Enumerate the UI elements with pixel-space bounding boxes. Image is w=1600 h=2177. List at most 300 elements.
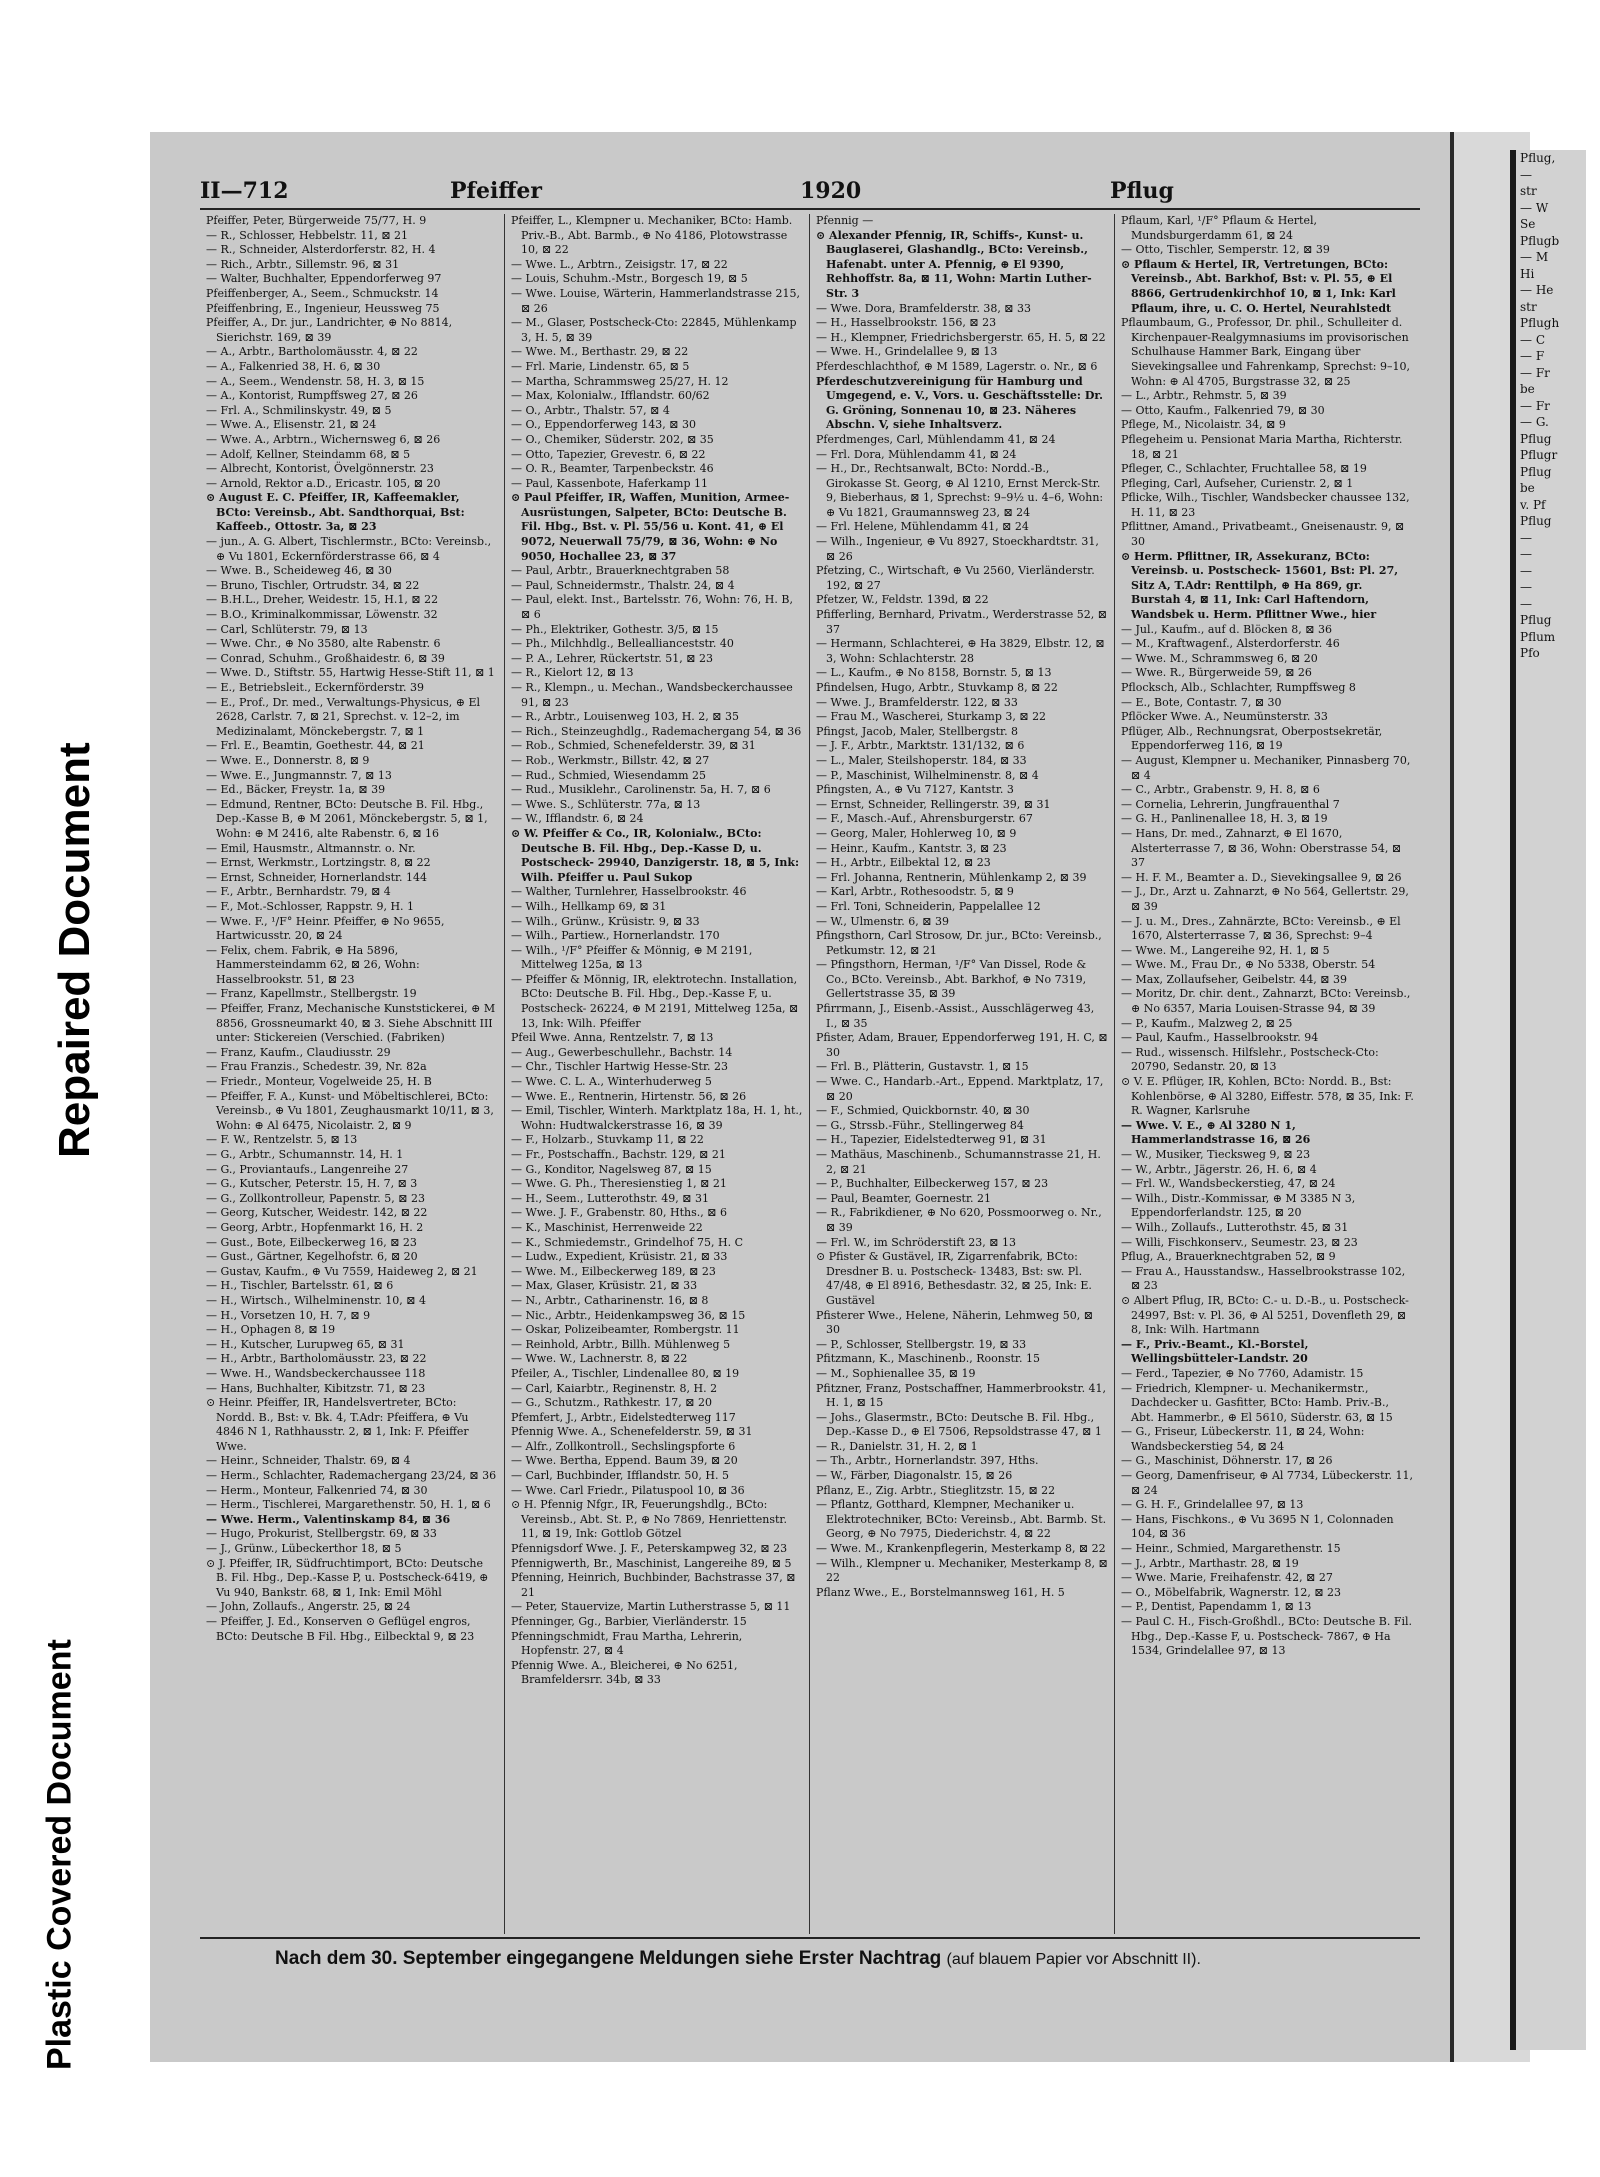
directory-entry: — Wwe. L., Arbtrn., Zeisigstr. 17, ⊠ 22 [511, 257, 728, 271]
directory-entry: — Wwe. E., Donnerstr. 8, ⊠ 9 [206, 753, 370, 767]
directory-entry: — Max, Zollaufseher, Geibelstr. 44, ⊠ 39 [1121, 972, 1348, 986]
directory-entry: — Hans, Dr. med., Zahnarzt, ⊕ El 1670, Alsterterrasse 7, ⊠ 36, Wohn: Oberstrasse 54, ⊠ 37 [1121, 826, 1402, 870]
directory-entry: — F., Schmied, Quickbornstr. 40, ⊠ 30 [816, 1104, 1030, 1118]
directory-entry: — P., Buchhalter, Eilbeckerweg 157, ⊠ 23 [816, 1177, 1049, 1191]
directory-entry: — Hans, Fischkons., ⊕ Vu 3695 N 1, Colonnaden 104, ⊠ 36 [1121, 1512, 1394, 1541]
directory-entry: Pfeil Wwe. Anna, Rentzelstr. 7, ⊠ 13 [511, 1031, 714, 1045]
directory-entry: Pfister, Adam, Brauer, Eppendorferweg 191, H. C, ⊠ 30 [816, 1031, 1108, 1059]
directory-entry: — G., Strssb.-Führ., Stellingerweg 84 [816, 1118, 1024, 1132]
left-keyword: Pfeiffer [450, 178, 543, 204]
adjacent-entry-fragment: — [1520, 563, 1532, 578]
adjacent-entry-fragment: be [1520, 481, 1535, 495]
directory-entry: Pflanz Wwe., E., Borstelmannsweg 161, H. 5 [816, 1585, 1065, 1599]
directory-entry: — Wwe. G. Ph., Theresienstieg 1, ⊠ 21 [511, 1177, 727, 1191]
directory-entry: — August, Klempner u. Mechaniker, Pinnasberg 70, ⊠ 4 [1121, 753, 1411, 782]
directory-entry: — Emil, Hausmstr., Altmannstr. o. Nr. [206, 841, 416, 855]
directory-entry: — R., Schneider, Alsterdorferstr. 82, H. 4 [206, 243, 436, 257]
directory-entry: Pfemfert, J., Arbtr., Eidelstedterweg 117 [511, 1410, 736, 1424]
directory-entry: — H., Wirtsch., Wilhelminenstr. 10, ⊠ 4 [206, 1293, 426, 1307]
directory-entry: — Carl, Buchbinder, Ifflandstr. 50, H. 5 [511, 1469, 729, 1483]
adjacent-entry-fragment: Se [1520, 217, 1536, 231]
directory-entry: — R., Klempn., u. Mechan., Wandsbeckerchaussee 91, ⊠ 23 [511, 681, 793, 709]
directory-entry: — M., Sophienallee 35, ⊠ 19 [816, 1366, 976, 1380]
directory-entry: — Bruno, Tischler, Ortrudstr. 34, ⊠ 22 [206, 578, 420, 592]
directory-entry: Pfingsten, A., ⊕ Vu 7127, Kantstr. 3 [816, 783, 1014, 797]
directory-entry: — Ludw., Expedient, Krüsistr. 21, ⊠ 33 [511, 1250, 728, 1264]
directory-entry: Pflaum, Karl, ¹/F° Pflaum & Hertel, Mundsburgerdamm 61, ⊠ 24 [1121, 214, 1317, 242]
directory-entry: — Rud., wissensch. Hilfslehr., Postscheck-Cto: 20790, Sedanstr. 20, ⊠ 13 [1121, 1045, 1379, 1074]
directory-entry: — Wwe. M., Berthastr. 29, ⊠ 22 [511, 345, 689, 359]
directory-entry: — P., Schlosser, Stellbergstr. 19, ⊠ 33 [816, 1337, 1027, 1351]
directory-entry: — Wwe. E., Rentnerin, Hirtenstr. 56, ⊠ 26 [511, 1089, 747, 1103]
directory-entry: Pfenning, Heinrich, Buchbinder, Bachstrasse 37, ⊠ 21 [511, 1571, 796, 1599]
directory-entry: — Ernst, Schneider, Rellingerstr. 39, ⊠ 31 [816, 797, 1051, 811]
directory-entry: — Willi, Fischkonserv., Seumestr. 23, ⊠ 23 [1121, 1235, 1358, 1249]
directory-entry: — Edmund, Rentner, BCto: Deutsche B. Fil. Hbg., Dep.-Kasse B, ⊕ M 2061, Mönckebergstr. 5, ⊠ 1, Wohn: ⊕ M 2416, alte Rabenstr. 6, ⊠ 16 [206, 797, 488, 840]
directory-entry: — John, Zollaufs., Angerstr. 25, ⊠ 24 [206, 1600, 411, 1614]
directory-entry: — Paul, elekt. Inst., Bartelsstr. 76, Wohn: 76, H. B, ⊠ 6 [511, 593, 793, 622]
directory-entry: — Frau Franzis., Schedestr. 39, Nr. 82a [206, 1060, 427, 1074]
adjacent-entry-fragment: Pflug, [1520, 151, 1556, 165]
directory-entry: — F. W., Rentzelstr. 5, ⊠ 13 [206, 1133, 358, 1147]
directory-entry: — Wwe. M., Frau Dr., ⊕ No 5338, Oberstr. 54 [1121, 958, 1376, 972]
directory-entry: — Frau M., Wascherei, Sturkamp 3, ⊠ 22 [816, 710, 1047, 724]
directory-entry: — Franz, Kaufm., Claudiusstr. 29 [206, 1045, 391, 1059]
adjacent-entry-fragment: Pflum [1520, 629, 1556, 644]
directory-entry: — Frl. W., Wandsbeckerstieg, 47, ⊠ 24 [1121, 1177, 1336, 1191]
directory-entry: Pflicke, Wilh., Tischler, Wandsbecker chaussee 132, H. 11, ⊠ 23 [1121, 491, 1410, 519]
directory-entry: — Louis, Schuhm.-Mstr., Borgesch 19, ⊠ 5 [511, 272, 748, 286]
directory-entry: — H., Ophagen 8, ⊠ 19 [206, 1323, 336, 1337]
directory-entry: — Paul, Kassenbote, Haferkamp 11 [511, 476, 708, 490]
directory-entry: — Wwe. D., Stiftstr. 55, Hartwig Hesse-Stift 11, ⊠ 1 [206, 666, 495, 680]
directory-entry: — Reinhold, Arbtr., Billh. Mühlenweg 5 [511, 1337, 731, 1351]
directory-entry: ⊙ August E. C. Pfeiffer, IR, Kaffeemakler, BCto: Vereinsb., Abt. Sandthorquai, Bst: Kaffeeb., Ottostr. 3a, ⊠ 23 [206, 491, 465, 534]
directory-entry: — E., Betriebsleit., Eckernförderstr. 39 [206, 681, 425, 694]
directory-entry: ⊙ Pflaum & Hertel, IR, Vertretungen, BCto: Vereinsb., Abt. Barkhof, Bst: v. Pl. 55, ⊕ El 8866, Gertrudenkirchhof 10, ⊠ 1, Ink: Karl Pflaum, ihre, u. C. O. Hertel, Neurahlstedt [1121, 257, 1396, 315]
directory-entry: — G., Maschinist, Döhnerstr. 17, ⊠ 26 [1121, 1454, 1333, 1468]
directory-entry: — Georg, Damenfriseur, ⊕ Al 7734, Lübeckerstr. 11, ⊠ 24 [1121, 1469, 1414, 1497]
directory-entry: — Wwe. Marie, Freihafenstr. 42, ⊠ 27 [1121, 1571, 1333, 1585]
directory-entry: — Wwe. J., Bramfelderstr. 122, ⊠ 33 [816, 695, 1018, 709]
adjacent-entry-fragment: — W [1520, 200, 1549, 215]
directory-entry: — Wilh., Ingenieur, ⊕ Vu 8927, Stoeckhardtstr. 31, ⊠ 26 [816, 535, 1099, 563]
directory-entry: Pflöcker Wwe. A., Neumünsterstr. 33 [1121, 710, 1328, 724]
directory-entry: — Gust., Gärtner, Kegelhofstr. 6, ⊠ 20 [206, 1250, 418, 1264]
directory-entry: — Martha, Schrammsweg 25/27, H. 12 [511, 374, 729, 388]
directory-entry: — Emil, Tischler, Winterh. Marktplatz 18a, H. 1, ht., Wohn: Hudtwalckerstrasse 16, ⊠ 39 [511, 1104, 803, 1132]
directory-entry: — G., Konditor, Nagelsweg 87, ⊠ 15 [511, 1162, 712, 1176]
directory-entry: — H., Arbtr., Bartholomäusstr. 23, ⊠ 22 [206, 1352, 427, 1366]
directory-entry: — Wilh., Grünw., Krüsistr. 9, ⊠ 33 [511, 914, 700, 928]
directory-entry: — F., Masch.-Auf., Ahrensburgerstr. 67 [816, 812, 1033, 826]
directory-entry: — G., Arbtr., Schumannstr. 14, H. 1 [206, 1148, 404, 1161]
directory-entry: — Frl. E., Beamtin, Goethestr. 44, ⊠ 21 [206, 739, 425, 753]
directory-entry: — Moritz, Dr. chir. dent., Zahnarzt, BCto: Vereinsb., ⊕ No 6357, Maria Louisen-Strasse 94, ⊠ 39 [1121, 987, 1411, 1016]
directory-entry: — P. A., Lehrer, Rückertstr. 51, ⊠ 23 [511, 651, 713, 665]
directory-entry: Pfeiler, A., Tischler, Lindenallee 80, ⊠ 19 [511, 1366, 740, 1380]
header-rule [200, 208, 1420, 210]
plastic-covered-document-label: Plastic Covered Document [40, 1639, 79, 2071]
directory-entry: Pferdmenges, Carl, Mühlendamm 41, ⊠ 24 [816, 432, 1056, 446]
directory-entry: — Wwe. S., Schlüterstr. 77a, ⊠ 13 [511, 797, 701, 811]
directory-entry: Pfleger, C., Schlachter, Fruchtallee 58, ⊠ 19 [1121, 462, 1367, 476]
directory-entry: — O., Möbelfabrik, Wagnerstr. 12, ⊠ 23 [1121, 1585, 1342, 1599]
directory-entry: — Wwe. J. F., Grabenstr. 80, Hths., ⊠ 6 [511, 1206, 727, 1220]
directory-entry: — Paul, Schneidermstr., Thalstr. 24, ⊠ 4 [511, 578, 735, 592]
directory-entry: — Frl. A., Schmilinskystr. 49, ⊠ 5 [206, 403, 392, 417]
adjacent-entry-fragment: Pflug [1520, 431, 1552, 446]
directory-entry: — Felix, chem. Fabrik, ⊕ Ha 5896, Hammersteindamm 62, ⊠ 26, Wohn: Hasselbrookstr. 51, ⊠ 23 [206, 943, 420, 986]
directory-entry: — Karl, Arbtr., Rothesoodstr. 5, ⊠ 9 [816, 885, 1014, 899]
directory-entry: — Otto, Tapezier, Grevestr. 6, ⊠ 22 [511, 447, 706, 461]
adjacent-entry-fragment: v. Pf [1520, 497, 1546, 512]
directory-entry: — Mathäus, Maschinenb., Schumannstrasse 21, H. 2, ⊠ 21 [816, 1148, 1101, 1176]
directory-entry: — O., Eppendorferweg 143, ⊠ 30 [511, 418, 696, 432]
directory-columns [200, 214, 1420, 1934]
adjacent-entry-fragment: — M [1520, 250, 1549, 264]
directory-entry: — B.O., Kriminalkommissar, Löwenstr. 32 [206, 608, 438, 622]
directory-entry: Pflegeheim u. Pensionat Maria Martha, Richterstr. 18, ⊠ 21 [1121, 432, 1403, 461]
directory-entry: — Frl. B., Plätterin, Gustavstr. 1, ⊠ 15 [816, 1060, 1029, 1074]
directory-entry: — R., Kielort 12, ⊠ 13 [511, 666, 634, 680]
footer-main: Nach dem 30. September eingegangene Meldungen siehe Erster Nachtrag [275, 1948, 942, 1969]
directory-entry: — W., Musiker, Tiecksweg 9, ⊠ 23 [1121, 1148, 1311, 1161]
directory-entry: — Wwe. M., Krankenpflegerin, Mesterkamp 8, ⊠ 22 [816, 1542, 1106, 1556]
adjacent-entry-fragment: Pflug [1520, 613, 1552, 627]
directory-entry: Pfindelsen, Hugo, Arbtr., Stuvkamp 8, ⊠ 22 [816, 681, 1058, 694]
directory-entry: — O., Chemiker, Süderstr. 202, ⊠ 35 [511, 432, 714, 446]
directory-entry: — Carl, Schlüterstr. 79, ⊠ 13 [206, 622, 368, 636]
directory-entry: — H., Tischler, Bartelsstr. 61, ⊠ 6 [206, 1279, 394, 1293]
directory-entry: — Gustav, Kaufm., ⊕ Vu 7559, Haideweg 2, ⊠ 21 [206, 1264, 478, 1278]
directory-entry: — Peter, Stauervize, Martin Lutherstrasse 5, ⊠ 11 [511, 1600, 791, 1614]
directory-entry: — Wwe. Carl Friedr., Pilatuspool 10, ⊠ 36 [511, 1483, 745, 1497]
directory-entry: — Wilh., ¹/F° Pfeiffer & Mönnig, ⊕ M 2191, Mittelweg 125a, ⊠ 13 [511, 943, 753, 972]
directory-entry: — Wilh., Klempner u. Mechaniker, Mesterkamp 8, ⊠ 22 [816, 1556, 1108, 1585]
adjacent-entry-fragment: — [1520, 547, 1532, 561]
adjacent-entry-fragment: — Fr [1520, 365, 1550, 380]
directory-entry: — Nic., Arbtr., Heidenkampsweg 36, ⊠ 15 [511, 1308, 746, 1322]
directory-entry: — O. R., Beamter, Tarpenbeckstr. 46 [511, 462, 714, 476]
adjacent-entry-fragment: — F [1520, 349, 1545, 363]
directory-entry: Pfenninger, Gg., Barbier, Vierländerstr. 15 [511, 1615, 747, 1628]
directory-entry: — W., Färber, Diagonalstr. 15, ⊠ 26 [816, 1469, 1013, 1483]
directory-entry: — L., Kaufm., ⊕ No 8158, Bornstr. 5, ⊠ 13 [816, 666, 1052, 680]
directory-entry: — Walter, Buchhalter, Eppendorferweg 97 [206, 272, 442, 286]
adjacent-entry-fragment: — He [1520, 283, 1554, 297]
directory-entry: — H., Tapezier, Eidelstedterweg 91, ⊠ 31 [816, 1133, 1047, 1147]
directory-entry: — Rich., Arbtr., Sillemstr. 96, ⊠ 31 [206, 257, 400, 271]
right-keyword: Pflug [1110, 178, 1174, 204]
directory-entry: — H. F. M., Beamter a. D., Sievekingsallee 9, ⊠ 26 [1121, 870, 1402, 884]
directory-entry: — Wwe. C. L. A., Winterhuderweg 5 [511, 1075, 712, 1089]
directory-entry: — Georg, Arbtr., Hopfenmarkt 16, H. 2 [206, 1220, 424, 1234]
directory-entry: — Wwe. B., Scheideweg 46, ⊠ 30 [206, 564, 392, 578]
directory-entry: — Paul, Beamter, Goernestr. 21 [816, 1191, 991, 1205]
directory-entry: Pflaumbaum, G., Professor, Dr. phil., Schulleiter d. Kirchenpauer-Realgymnasiums im provisorischen Schulhause Hammer Bark, Eingang über Sievekingsallee und Fahrenkamp, Sprechst: 9–10, Wohn: ⊕ Al 4705, Burgstrasse 32, ⊠ 25 [1121, 316, 1410, 388]
adjacent-entry-fragment: — Fr [1520, 398, 1550, 413]
directory-entry: — Frau A., Hausstandsw., Hasselbrookstrasse 102, ⊠ 23 [1121, 1264, 1406, 1293]
directory-entry: ⊙ Alexander Pfennig, IR, Schiffs-, Kunst- u. Bauglaserei, Glashandlg., BCto: Vereinsb., Hafenabt. unter A. Pfennig, ⊕ El 9390, Rehhoffstr. 8a, ⊠ 11, Wohn: Martin Luther-Str. 3 [816, 228, 1092, 300]
directory-entry: — G., Proviantaufs., Langenreihe 27 [206, 1162, 409, 1176]
directory-entry: Pfeiffer, L., Klempner u. Mechaniker, BCto: Hamb. Priv.-B., Abt. Barmb., ⊕ No 4186, Plotowstrasse 10, ⊠ 22 [511, 214, 793, 257]
adjacent-entry-fragment: Pflugb [1520, 233, 1560, 248]
directory-entry: — Johs., Glasermstr., BCto: Deutsche B. Fil. Hbg., Dep.-Kasse D., ⊕ El 7506, Repsoldstrasse 47, ⊠ 1 [816, 1410, 1102, 1439]
directory-entry: — Alfr., Zollkontroll., Sechslingspforte 6 [511, 1439, 736, 1453]
directory-entry: — jun., A. G. Albert, Tischlermstr., BCto: Vereinsb., ⊕ Vu 1801, Eckernförderstrasse 66, ⊠ 4 [206, 535, 492, 563]
directory-entry: — Wwe. Chr., ⊕ No 3580, alte Rabenstr. 6 [206, 637, 441, 651]
directory-entry: — Wwe. Dora, Bramfelderstr. 38, ⊠ 33 [816, 301, 1032, 315]
directory-entry: — Frl. Toni, Schneiderin, Pappelallee 12 [816, 899, 1041, 913]
directory-entry: — Heinr., Kaufm., Kantstr. 3, ⊠ 23 [816, 841, 1007, 855]
directory-entry: — P., Dentist, Papendamm 1, ⊠ 13 [1121, 1600, 1312, 1614]
directory-entry: — Rud., Schmied, Wiesendamm 25 [511, 768, 707, 782]
directory-entry: — Wwe. H., Wandsbeckerchaussee 118 [206, 1366, 426, 1380]
directory-entry: — Wilh., Distr.-Kommissar, ⊕ M 3385 N 3, Eppendorferlandstr. 125, ⊠ 20 [1121, 1191, 1356, 1220]
directory-entry: ⊙ Heinr. Pfeiffer, IR, Handelsvertreter, BCto: Nordd. B., Bst: v. Bk. 4, T.Adr: Pfeiffera, ⊕ Vu 4846 N 1, Rathhausstr. 2, ⊠ 1, Ink: F. Pfeiffer Wwe. [206, 1396, 469, 1453]
directory-entry: Pflittner, Amand., Privatbeamt., Gneisenaustr. 9, ⊠ 30 [1121, 520, 1405, 549]
directory-entry: — Ed., Bäcker, Freystr. 1a, ⊠ 39 [206, 783, 386, 797]
directory-entry: Pflocksch, Alb., Schlachter, Rumpffsweg 8 [1121, 681, 1356, 694]
directory-entry: Pflug, A., Brauerknechtgraben 52, ⊠ 9 [1121, 1250, 1336, 1264]
directory-entry: Pfenningschmidt, Frau Martha, Lehrerin, Hopfenstr. 27, ⊠ 4 [511, 1629, 743, 1658]
directory-entry: — Wwe. A., Elisenstr. 21, ⊠ 24 [206, 418, 377, 432]
directory-entry: — Heinr., Schmied, Margarethenstr. 15 [1121, 1542, 1341, 1556]
directory-entry: — J., Arbtr., Marthastr. 28, ⊠ 19 [1121, 1556, 1299, 1570]
year: 1920 [800, 178, 862, 204]
column-4 [1115, 214, 1420, 1934]
directory-entry: — Max, Glaser, Krüsistr. 21, ⊠ 33 [511, 1279, 698, 1293]
directory-entry: — Wwe. R., Bürgerweide 59, ⊠ 26 [1121, 666, 1312, 680]
directory-entry: — G., Friseur, Lübeckerstr. 11, ⊠ 24, Wohn: Wandsbeckerstieg 54, ⊠ 24 [1121, 1425, 1365, 1453]
directory-entry: Pferdeschlachthof, ⊕ M 1589, Lagerstr. o. Nr., ⊠ 6 [816, 359, 1098, 373]
directory-entry: — M., Glaser, Postscheck-Cto: 22845, Mühlenkamp 3, H. 5, ⊠ 39 [511, 316, 797, 344]
directory-entry: — Wilh., Hellkamp 69, ⊠ 31 [511, 899, 667, 913]
adjacent-entry-fragment: Pflug [1520, 464, 1552, 479]
directory-entry: Pfetzing, C., Wirtschaft, ⊕ Vu 2560, Vierländerstr. 192, ⊠ 27 [816, 564, 1095, 592]
page-number: II—712 [200, 178, 289, 204]
directory-entry: — J., Dr., Arzt u. Zahnarzt, ⊕ No 564, Gellertstr. 29, ⊠ 39 [1121, 885, 1409, 913]
directory-entry: — Frl. Johanna, Rentnerin, Mühlenkamp 2, ⊠ 39 [816, 870, 1087, 884]
directory-entry: — Wilh., Partiew., Hornerlandstr. 170 [511, 929, 720, 943]
directory-entry: Pfifferling, Bernhard, Privatm., Werderstrasse 52, ⊠ 37 [816, 608, 1108, 636]
directory-entry: — W., Ifflandstr. 6, ⊠ 24 [511, 812, 644, 826]
directory-entry: ⊙ Paul Pfeiffer, IR, Waffen, Munition, Armee-Ausrüstungen, Salpeter, BCto: Deutsche B. Fil. Hbg., Bst. v. Pl. 55/56 u. Kont. 41, ⊕ El 9072, Neuerwall 75/79, ⊠ 36, Wohn: ⊕ No 9050, Hochallee 23, ⊠ 37 [511, 491, 790, 563]
directory-entry: Pfennig Wwe. A., Schenefelderstr. 59, ⊠ 31 [511, 1425, 753, 1439]
directory-entry: — Carl, Kaiarbtr., Reginenstr. 8, H. 2 [511, 1381, 718, 1395]
directory-entry: — Walther, Turnlehrer, Hasselbrookstr. 46 [511, 885, 747, 899]
directory-entry: — M., Kraftwagenf., Alsterdorferstr. 46 [1121, 637, 1340, 651]
directory-entry: — Paul C. H., Fisch-Großhdl., BCto: Deutsche B. Fil. Hbg., Dep.-Kasse F, u. Postscheck- 7867, ⊕ Ha 1534, Grindelallee 97, ⊠ 13 [1121, 1615, 1412, 1658]
directory-entry: ⊙ J. Pfeiffer, IR, Südfruchtimport, BCto: Deutsche B. Fil. Hbg., Dep.-Kasse P, u. Postscheck-6419, ⊕ Vu 940, Bankstr. 68, ⊠ 1, Ink: Emil Möhl [206, 1556, 489, 1599]
directory-entry: — Heinr., Schneider, Thalstr. 69, ⊠ 4 [206, 1454, 411, 1468]
directory-entry: Pfingst, Jacob, Maler, Stellbergstr. 8 [816, 724, 1019, 738]
directory-entry: — Georg, Kutscher, Weidestr. 142, ⊠ 22 [206, 1206, 428, 1220]
directory-entry: — Wilh., Zollaufs., Lutterothstr. 45, ⊠ 31 [1121, 1220, 1349, 1234]
footer-note [275, 1948, 1425, 1970]
directory-entry: — H., Vorsetzen 10, H. 7, ⊠ 9 [206, 1308, 371, 1322]
adjacent-entry-fragment: str [1520, 299, 1537, 314]
adjacent-entry-fragment: str [1520, 184, 1537, 198]
directory-entry: — G., Zollkontrolleur, Papenstr. 5, ⊠ 23 [206, 1191, 425, 1205]
directory-entry: — Ernst, Werkmstr., Lortzingstr. 8, ⊠ 22 [206, 856, 431, 870]
directory-entry: — G., Schutzm., Rathkestr. 17, ⊠ 20 [511, 1396, 712, 1410]
directory-entry: Pfeiffer, Peter, Bürgerweide 75/77, H. 9 [206, 214, 427, 227]
directory-entry: Pfeiffenberger, A., Seem., Schmuckstr. 14 [206, 286, 439, 300]
directory-entry: — H., Klempner, Friedrichsbergerstr. 65, H. 5, ⊠ 22 [816, 330, 1106, 344]
directory-entry: Pflüger, Alb., Rechnungsrat, Oberpostsekretär, Eppendorferweg 116, ⊠ 19 [1121, 724, 1383, 753]
directory-entry: Pfennigsdorf Wwe. J. F., Peterskampweg 32, ⊠ 23 [511, 1542, 788, 1556]
directory-entry: — Hans, Buchhalter, Kibitzstr. 71, ⊠ 23 [206, 1381, 426, 1395]
directory-entry: — Rob., Werkmstr., Billstr. 42, ⊠ 27 [511, 753, 710, 767]
directory-entry: — Herm., Tischlerei, Margarethenstr. 50, H. 1, ⊠ 6 [206, 1498, 491, 1512]
directory-entry: — W., Ulmenstr. 6, ⊠ 39 [816, 914, 949, 928]
adjacent-entry-fragment: be [1520, 382, 1535, 396]
directory-entry: ⊙ Pfister & Gustävel, IR, Zigarrenfabrik, BCto: Dresdner B. u. Postscheck- 13483, Bst: sw. Pl. 47/48, ⊕ El 8916, Bethesdastr. 32, ⊠ 25, Ink: E. Gustävel [816, 1250, 1092, 1307]
directory-entry: — G., Kutscher, Peterstr. 15, H. 7, ⊠ 3 [206, 1177, 418, 1191]
directory-entry: — B.H.L., Dreher, Weidestr. 15, H.1, ⊠ 22 [206, 593, 439, 607]
directory-entry: Pfisterer Wwe., Helene, Näherin, Lehmweg 50, ⊠ 30 [816, 1308, 1093, 1337]
directory-entry: — Ph., Milchhdlg., Belleallianceststr. 40 [511, 637, 734, 651]
directory-entry: — Th., Arbtr., Hornerlandstr. 397, Hths. [816, 1454, 1039, 1468]
directory-entry: — Rud., Musiklehr., Carolinenstr. 5a, H. 7, ⊠ 6 [511, 783, 771, 797]
directory-entry: — Hugo, Prokurist, Stellbergstr. 69, ⊠ 33 [206, 1527, 437, 1541]
directory-entry: — O., Arbtr., Thalstr. 57, ⊠ 4 [511, 403, 670, 417]
footer-rule [200, 1937, 1420, 1939]
directory-entry: ⊙ H. Pfennig Nfgr., IR, Feuerungshdlg., BCto: Vereinsb., Abt. St. P., ⊕ No 7869, Henriettenstr. 11, ⊠ 19, Ink: Gottlob Götzel [511, 1498, 787, 1541]
directory-entry: — Albrecht, Kontorist, Övelgönnerstr. 23 [206, 462, 434, 476]
directory-entry: — Wwe. Louise, Wärterin, Hammerlandstrasse 215, ⊠ 26 [511, 286, 801, 315]
directory-entry: — Frl. Helene, Mühlendamm 41, ⊠ 24 [816, 520, 1029, 534]
directory-entry: Pfleging, Carl, Aufseher, Curienstr. 2, ⊠ 1 [1121, 476, 1354, 490]
adjacent-entry-fragment: — [1520, 167, 1532, 182]
directory-entry: — F., Priv.-Beamt., Kl.-Borstel, Wellingsbütteler-Landstr. 20 [1121, 1337, 1309, 1366]
adjacent-entry-fragment: Pflugh [1520, 316, 1560, 330]
directory-entry: — Hermann, Schlachterei, ⊕ Ha 3829, Elbstr. 12, ⊠ 3, Wohn: Schlachterstr. 28 [816, 637, 1105, 665]
directory-entry: — Wwe. Bertha, Eppend. Baum 39, ⊠ 20 [511, 1454, 738, 1468]
directory-entry: Pfeiffenbring, E., Ingenieur, Heussweg 75 [206, 301, 440, 315]
directory-entry: — W., Arbtr., Jägerstr. 26, H. 6, ⊠ 4 [1121, 1162, 1317, 1176]
directory-entry: — J., Grünw., Lübeckerthor 18, ⊠ 5 [206, 1542, 402, 1556]
directory-entry: — A., Seem., Wendenstr. 58, H. 3, ⊠ 15 [206, 374, 425, 388]
directory-entry: Pfirrmann, J., Eisenb.-Assist., Ausschlägerweg 43, I., ⊠ 35 [816, 1002, 1095, 1030]
directory-entry: — J. u. M., Dres., Zahnärzte, BCto: Vereinsb., ⊕ El 1670, Alsterterrasse 7, ⊠ 36, Sprechst: 9–4 [1121, 914, 1401, 943]
directory-entry: — F., Mot.-Schlosser, Rappstr. 9, H. 1 [206, 899, 415, 913]
directory-entry: Pfennig — [816, 214, 874, 227]
directory-entry: — Paul, Arbtr., Brauerknechtgraben 58 [511, 564, 730, 578]
directory-entry: — R., Danielstr. 31, H. 2, ⊠ 1 [816, 1439, 978, 1453]
adjacent-page-fragment [1510, 150, 1586, 2050]
directory-entry: — Chr., Tischler Hartwig Hesse-Str. 23 [511, 1060, 728, 1074]
repaired-document-label: Repaired Document [50, 742, 99, 1158]
directory-entry: — Friedr., Monteur, Vogelweide 25, H. B [206, 1075, 432, 1089]
directory-entry: — Cornelia, Lehrerin, Jungfrauenthal 7 [1121, 797, 1340, 811]
adjacent-entry-fragment: — [1520, 530, 1532, 545]
column-1 [200, 214, 505, 1934]
directory-entry: — Frl. Marie, Lindenstr. 65, ⊠ 5 [511, 359, 690, 373]
directory-entry: — P., Maschinist, Wilhelminenstr. 8, ⊠ 4 [816, 768, 1039, 782]
directory-entry: ⊙ W. Pfeiffer & Co., IR, Kolonialw., BCto: Deutsche B. Fil. Hbg., Dep.-Kasse D, u. Postscheck- 29940, Danzigerstr. 18, ⊠ 5, Ink: Wilh. Pfeiffer u. Paul Sukop [511, 826, 800, 884]
directory-entry: — Adolf, Kellner, Steindamm 68, ⊠ 5 [206, 447, 411, 461]
directory-entry: — F., Holzarb., Stuvkamp 11, ⊠ 22 [511, 1133, 704, 1147]
directory-entry: — E., Bote, Contastr. 7, ⊠ 30 [1121, 695, 1282, 709]
directory-entry: — H., Arbtr., Eilbektal 12, ⊠ 23 [816, 856, 991, 870]
footer-paren: (auf blauem Papier vor Abschnitt II). [946, 1951, 1201, 1968]
directory-entry: — Otto, Tischler, Semperstr. 12, ⊠ 39 [1121, 243, 1330, 257]
directory-entry: Pflanz, E., Zig. Arbtr., Stieglitzstr. 15, ⊠ 22 [816, 1483, 1056, 1497]
directory-entry: — A., Kontorist, Rumpffsweg 27, ⊠ 26 [206, 389, 418, 403]
directory-entry: — L., Maler, Steilshoperstr. 184, ⊠ 33 [816, 753, 1027, 767]
directory-entry: — Frl. Dora, Mühlendamm 41, ⊠ 24 [816, 447, 1017, 461]
adjacent-entry-fragment: — [1520, 596, 1532, 611]
directory-entry: — Ph., Elektriker, Gothestr. 3/5, ⊠ 15 [511, 622, 719, 636]
directory-entry: — Wwe. F., ¹/F° Heinr. Pfeiffer, ⊕ No 9655, Hartwicusstr. 20, ⊠ 24 [206, 914, 445, 943]
directory-entry: — Pflantz, Gotthard, Klempner, Mechaniker u. Elektrotechniker, BCto: Vereinsb., Abt. Barmb. St. Georg, ⊕ No 7975, Diederichstr. 4, ⊠ 22 [816, 1498, 1107, 1541]
directory-entry: — L., Arbtr., Rehmstr. 5, ⊠ 39 [1121, 389, 1287, 403]
directory-entry: — Wwe. M., Schrammsweg 6, ⊠ 20 [1121, 651, 1318, 665]
directory-entry: — Frl. W., im Schröderstift 23, ⊠ 13 [816, 1235, 1016, 1249]
directory-entry: Pfennigwerth, Br., Maschinist, Langereihe 89, ⊠ 5 [511, 1556, 792, 1570]
directory-entry: — Wwe. W., Lachnerstr. 8, ⊠ 22 [511, 1352, 688, 1366]
directory-entry: — Pfingsthorn, Herman, ¹/F° Van Dissel, Rode & Co., BCto. Vereinsb., Abt. Barkhof, ⊕ No 7319, Gellertstrasse 35, ⊠ 39 [816, 958, 1087, 1001]
adjacent-entry-fragment: Hi [1520, 266, 1535, 281]
directory-entry: — H., Kutscher, Lurupweg 65, ⊠ 31 [206, 1337, 405, 1351]
adjacent-entry-fragment: Pflug [1520, 514, 1552, 528]
directory-entry: — Gust., Bote, Eilbeckerweg 16, ⊠ 23 [206, 1235, 417, 1249]
directory-entry: — K., Schmiedemstr., Grindelhof 75, H. C [511, 1235, 744, 1249]
directory-entry: — Rob., Schmied, Schenefelderstr. 39, ⊠ 31 [511, 739, 756, 753]
directory-entry: — A., Arbtr., Bartholomäusstr. 4, ⊠ 22 [206, 345, 418, 359]
directory-entry: — Ferd., Tapezier, ⊕ No 7760, Adamistr. 15 [1121, 1366, 1364, 1380]
directory-entry: — Herm., Monteur, Falkenried 74, ⊠ 30 [206, 1483, 428, 1497]
directory-entry: — Wwe. Herm., Valentinskamp 84, ⊠ 36 [206, 1512, 451, 1526]
directory-entry: — Otto, Kaufm., Falkenried 79, ⊠ 30 [1121, 403, 1325, 417]
directory-entry: — Wwe. M., Langereihe 92, H. 1, ⊠ 5 [1121, 943, 1330, 957]
directory-entry: — Herm., Schlachter, Rademachergang 23/24, ⊠ 36 [206, 1469, 497, 1483]
directory-entry: — E., Prof., Dr. med., Verwaltungs-Physicus, ⊕ El 2628, Carlstr. 7, ⊠ 21, Sprechst. v. 12–2, im Medizinalamt, Mönckebergstr. 7, ⊠ 1 [206, 695, 480, 738]
directory-entry: — Wwe. V. E., ⊕ Al 3280 N 1, Hammerlandstrasse 16, ⊠ 26 [1121, 1118, 1311, 1147]
directory-entry: Pflege, M., Nicolaistr. 34, ⊠ 9 [1121, 418, 1286, 432]
directory-entry: Pferdeschutzvereinigung für Hamburg und Umgegend, e. V., Vors. u. Geschäftsstelle: Dr. G. Gröning, Sonnenau 10, ⊠ 23. Näheres Abschn. V, siehe Inhaltsverz. [816, 374, 1103, 432]
directory-entry: ⊙ Albert Pflug, IR, BCto: C.- u. D.-B., u. Postscheck- 24997, Bst: v. Pl. 36, ⊕ Al 5251, Dovenfleth 29, ⊠ 8, Ink: Wilh. Hartmann [1121, 1293, 1409, 1337]
adjacent-entry-fragment: Pfo [1520, 646, 1540, 660]
directory-entry: — A., Falkenried 38, H. 6, ⊠ 30 [206, 359, 381, 373]
directory-entry: — H., Hasselbrookstr. 156, ⊠ 23 [816, 316, 997, 330]
adjacent-entry-fragment: — [1520, 580, 1532, 594]
directory-entry: Pfennig Wwe. A., Bleicherei, ⊕ No 6251, Bramfeldersrr. 34b, ⊠ 33 [511, 1658, 738, 1687]
directory-entry: — N., Arbtr., Catharinenstr. 16, ⊠ 8 [511, 1293, 709, 1307]
directory-entry: — Pfeiffer, F. A., Kunst- und Möbeltischlerei, BCto: Vereinsb., ⊕ Vu 1801, Zeughausmarkt 10/11, ⊠ 3, Wohn: ⊕ Al 6475, Nicolaistr. 2, ⊠ 9 [206, 1089, 494, 1132]
directory-entry: — Wwe. M., Eilbeckerweg 189, ⊠ 23 [511, 1264, 716, 1278]
directory-entry: Pfeiffer, A., Dr. jur., Landrichter, ⊕ No 8814, Sierichstr. 169, ⊠ 39 [206, 316, 453, 344]
directory-entry: — K., Maschinist, Herrenweide 22 [511, 1220, 703, 1234]
directory-entry: — Friedrich, Klempner- u. Mechanikermstr., Dachdecker u. Gasfitter, BCto: Hamb. Priv.-B., Abt. Hammerbr., ⊕ El 5610, Süderstr. 63, ⊠ 15 [1121, 1381, 1393, 1424]
directory-entry: — Rich., Steinzeughdlg., Rademachergang 54, ⊠ 36 [511, 724, 802, 738]
directory-entry: — F., Arbtr., Bernhardstr. 79, ⊠ 4 [206, 885, 391, 899]
column-3 [810, 214, 1115, 1934]
directory-entry: Pfitzmann, K., Maschinenb., Roonstr. 15 [816, 1352, 1040, 1366]
directory-entry: Pfetzer, W., Feldstr. 139d, ⊠ 22 [816, 593, 989, 607]
directory-entry: — G. H. F., Grindelallee 97, ⊠ 13 [1121, 1498, 1304, 1512]
directory-entry: — J. F., Arbtr., Marktstr. 131/132, ⊠ 6 [816, 739, 1025, 753]
directory-entry: — R., Schlosser, Hebbelstr. 11, ⊠ 21 [206, 228, 409, 242]
directory-entry: — Ernst, Schneider, Hornerlandstr. 144 [206, 870, 428, 884]
directory-entry: — Max, Kolonialw., Ifflandstr. 60/62 [511, 389, 710, 403]
directory-entry: — R., Arbtr., Louisenweg 103, H. 2, ⊠ 35 [511, 710, 739, 724]
directory-entry: — H., Dr., Rechtsanwalt, BCto: Nordd.-B., Girokasse St. Georg, ⊕ Al 1210, Ernst Merck-Str. 9, Bieberhaus, ⊠ 1, Sprechst: 9–9½ u. 4–6, Wohn: ⊕ Vu 1821, Graumannsweg 23, ⊠ 24 [816, 462, 1104, 519]
directory-entry: — R., Fabrikdiener, ⊕ No 620, Possmoorweg o. Nr., ⊠ 39 [816, 1206, 1102, 1234]
